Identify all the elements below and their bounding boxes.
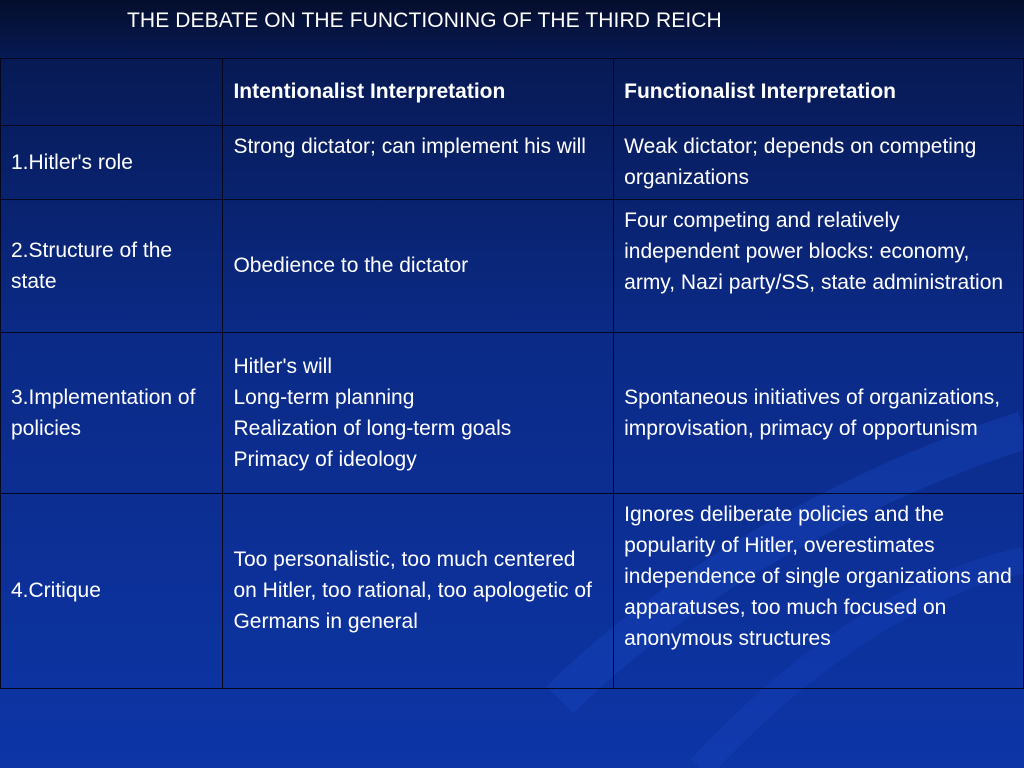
cell-line: Hitler's will bbox=[233, 354, 332, 378]
functionalist-cell bbox=[614, 126, 1024, 200]
row-label-critique: 4.Critique bbox=[1, 494, 223, 689]
intentionalist-cell bbox=[223, 333, 614, 494]
table-row bbox=[1, 200, 1024, 333]
functionalist-cell bbox=[614, 200, 1024, 333]
cell-line: Obedience to the dictator bbox=[233, 254, 469, 277]
comparison-table bbox=[0, 58, 1024, 689]
intentionalist-cell bbox=[223, 200, 614, 333]
cell-line: Too personalistic, too much centered on Hitler, too rational, too apologetic of Germans in general bbox=[233, 548, 592, 633]
table-row bbox=[1, 126, 1024, 200]
cell-line: Long-term planning bbox=[233, 385, 415, 409]
table-row bbox=[1, 333, 1024, 494]
row-label-hitlers-role: 1.Hitler's role bbox=[1, 126, 223, 200]
slide-title: THE DEBATE ON THE FUNCTIONING OF THE THIRD REICH bbox=[127, 9, 722, 32]
table-header-row bbox=[1, 59, 1024, 126]
header-intentionalist: Intentionalist Interpretation bbox=[223, 59, 614, 126]
cell-line: Primacy of ideology bbox=[233, 447, 417, 471]
table-row bbox=[1, 494, 1024, 689]
functionalist-cell bbox=[614, 494, 1024, 689]
header-cell-empty bbox=[1, 59, 223, 126]
intentionalist-cell bbox=[223, 494, 614, 689]
functionalist-cell bbox=[614, 333, 1024, 494]
cell-line: Strong dictator; can implement his will bbox=[233, 135, 586, 158]
cell-line: Weak dictator; depends on competing organizations bbox=[624, 135, 977, 189]
intentionalist-cell bbox=[223, 126, 614, 200]
row-label-structure-of-state: 2.Structure of the state bbox=[1, 200, 223, 333]
cell-line: Spontaneous initiatives of organizations, improvisation, primacy of opportunism bbox=[624, 385, 1001, 440]
cell-line: Four competing and relatively independent power blocks: economy, army, Nazi party/SS, state administration bbox=[624, 209, 1004, 294]
cell-line: Realization of long-term goals bbox=[233, 416, 512, 440]
cell-line: Ignores deliberate policies and the popularity of Hitler, overestimates independence of single organizations and apparatuses, too much focused on anonymous structures bbox=[624, 503, 1012, 650]
row-label-implementation: 3.Implementation of policies bbox=[1, 333, 223, 494]
header-functionalist: Functionalist Interpretation bbox=[614, 59, 1024, 126]
